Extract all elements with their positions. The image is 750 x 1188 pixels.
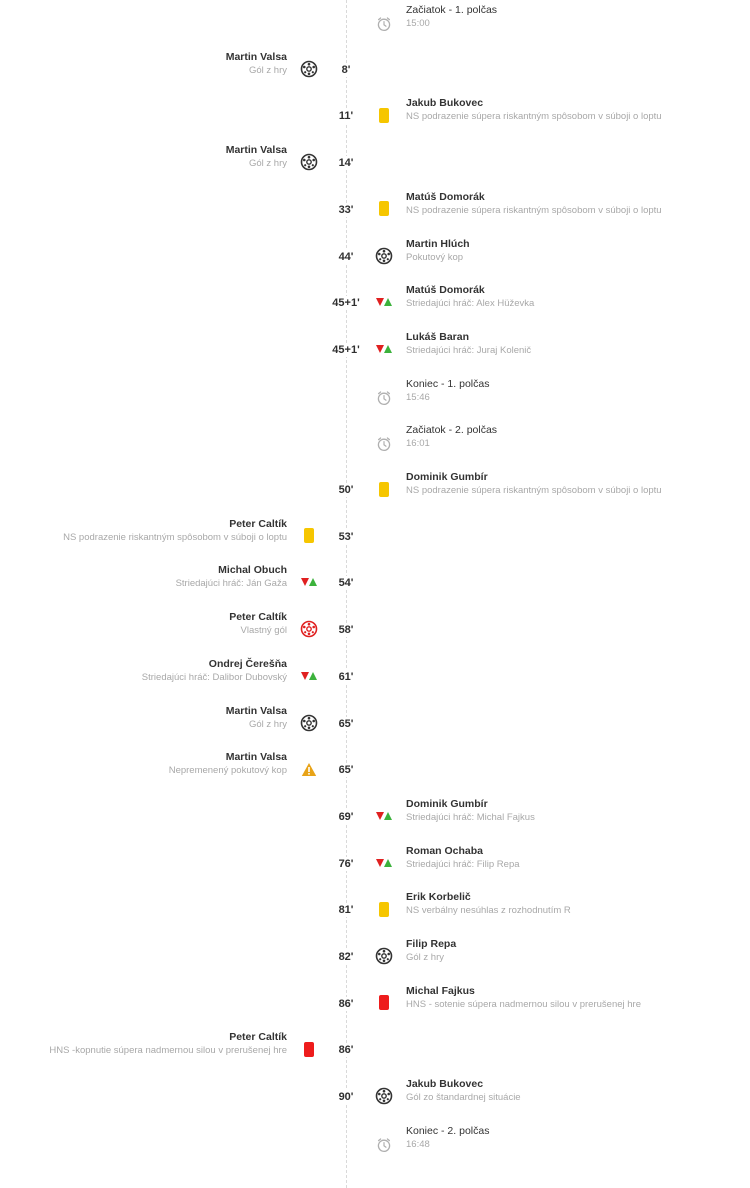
event-detail: NS verbálny nesúhlas z rozhodnutím R: [406, 905, 571, 917]
event-detail: Striedajúci hráč: Michal Fajkus: [406, 811, 535, 823]
event-text: [406, 938, 456, 964]
event-detail: Striedajúci hráč: Filip Repa: [406, 858, 520, 870]
period-text: [406, 378, 489, 404]
match-event: [0, 934, 750, 980]
event-text: [406, 1078, 521, 1104]
event-detail: Gól z hry: [406, 952, 445, 963]
match-event: [0, 140, 750, 186]
event-text: [406, 798, 535, 824]
event-detail: Striedajúci hráč: Alex Hüževka: [406, 298, 535, 310]
event-minute: 44': [326, 250, 366, 264]
clock-icon: [374, 434, 394, 454]
player-name: Roman Ochaba: [406, 844, 484, 857]
event-minute: 53': [326, 530, 366, 544]
event-text: [169, 751, 287, 777]
substitution-icon: [374, 853, 394, 873]
substitution-icon: [374, 806, 394, 826]
event-detail: NS podrazenie riskantným spôsobom v súboji o loptu: [63, 531, 287, 543]
period-time: 16:01: [406, 438, 430, 450]
period-title: Koniec - 1. polčas: [406, 377, 490, 390]
event-minute: 33': [326, 203, 366, 217]
event-detail: NS podrazenie súpera riskantným spôsobom v súboji o loptu: [406, 485, 662, 496]
event-detail: Vlastný gól: [240, 625, 287, 637]
soccer-ball-icon: [374, 946, 394, 966]
period-time: 15:00: [406, 18, 430, 29]
period-event: [0, 420, 750, 466]
match-event: [0, 981, 750, 1027]
event-text: [226, 705, 287, 731]
player-name: Michal Fajkus: [406, 984, 475, 997]
match-event: [0, 607, 750, 653]
event-detail: Nepremenený pokutový kop: [168, 765, 287, 777]
event-minute: 65': [326, 763, 366, 777]
match-event: [0, 887, 750, 933]
event-text: [406, 97, 662, 123]
event-text: [406, 985, 641, 1011]
event-text: [176, 564, 287, 590]
player-name: Erik Korbelič: [406, 891, 471, 904]
event-minute: 65': [326, 717, 366, 731]
event-detail: NS podrazenie súpera riskantným spôsobom v súboji o loptu: [406, 204, 662, 216]
match-event: [0, 467, 750, 513]
event-detail: Striedajúci hráč: Juraj Kolenič: [406, 344, 532, 356]
event-minute: 76': [326, 857, 366, 871]
event-text: [142, 658, 287, 684]
match-event: [0, 794, 750, 840]
match-event: [0, 654, 750, 700]
player-name: Matúš Domorák: [406, 284, 485, 297]
event-text: [406, 845, 520, 871]
event-minute: 45+1': [326, 343, 366, 357]
period-event: [0, 1121, 750, 1167]
period-event: [0, 374, 750, 420]
event-detail: HNS -kopnutie súpera nadmernou silou v prerušenej hre: [49, 1045, 287, 1057]
match-event: [0, 93, 750, 139]
yellow-card-icon: [374, 899, 394, 919]
soccer-ball-icon: [374, 246, 394, 266]
clock-icon: [374, 388, 394, 408]
player-name: Martin Valsa: [225, 50, 287, 63]
warning-icon: [299, 759, 319, 779]
soccer-ball-icon: [299, 59, 319, 79]
player-name: Lukáš Baran: [406, 330, 470, 343]
event-detail: NS podrazenie súpera riskantným spôsobom v súboji o loptu: [406, 111, 662, 123]
event-text: [49, 1031, 287, 1057]
substitution-icon: [374, 292, 394, 312]
event-text: [406, 191, 662, 217]
period-title: Začiatok - 1. polčas: [406, 4, 498, 16]
event-detail: Striedajúci hráč: Dalibor Dubovský: [141, 671, 287, 683]
substitution-icon: [299, 666, 319, 686]
event-minute: 86': [326, 1043, 366, 1057]
match-event: [0, 747, 750, 793]
player-name: Matúš Domorák: [406, 190, 485, 203]
player-name: Martin Valsa: [225, 704, 287, 717]
yellow-card-icon: [374, 199, 394, 219]
match-event: [0, 560, 750, 606]
event-minute: 81': [326, 903, 366, 917]
player-name: Martin Valsa: [225, 751, 287, 764]
event-text: [406, 284, 534, 310]
event-text: [63, 518, 287, 544]
player-name: Jakub Bukovec: [406, 1078, 484, 1091]
event-text: [229, 611, 287, 637]
match-event: [0, 187, 750, 233]
player-name: Peter Caltík: [229, 1031, 287, 1044]
match-event: [0, 841, 750, 887]
soccer-ball-icon: [299, 713, 319, 733]
yellow-card-icon: [299, 526, 319, 546]
yellow-card-icon: [374, 105, 394, 125]
event-detail: Gól z hry: [248, 718, 287, 730]
match-event: [0, 1074, 750, 1120]
match-event: [0, 1027, 750, 1073]
period-title: Začiatok - 2. polčas: [406, 424, 498, 437]
clock-icon: [374, 14, 394, 34]
event-minute: 54': [326, 576, 366, 590]
period-time: 15:46: [406, 391, 430, 403]
match-event: [0, 234, 750, 280]
player-name: Michal Obuch: [218, 564, 287, 577]
event-text: [406, 331, 531, 357]
event-detail: Gól zo štandardnej situácie: [406, 1092, 521, 1104]
player-name: Martin Valsa: [225, 144, 287, 157]
event-minute: 8': [326, 63, 366, 77]
event-minute: 61': [326, 670, 366, 684]
player-name: Dominik Gumbír: [406, 471, 488, 483]
event-minute: 14': [326, 156, 366, 170]
period-event: [0, 0, 750, 46]
period-text: [406, 1125, 489, 1151]
match-event: [0, 327, 750, 373]
event-text: [406, 238, 470, 264]
substitution-icon: [374, 339, 394, 359]
event-minute: 11': [326, 109, 366, 123]
period-title: Koniec - 2. polčas: [406, 1124, 490, 1137]
event-detail: Striedajúci hráč: Ján Gaža: [175, 578, 287, 590]
player-name: Dominik Gumbír: [406, 797, 488, 810]
period-text: [406, 424, 497, 450]
event-text: [406, 471, 662, 497]
event-detail: HNS - sotenie súpera nadmernou silou v prerušenej hre: [406, 998, 641, 1010]
event-text: [406, 891, 571, 917]
event-detail: Pokutový kop: [406, 251, 464, 263]
event-minute: 82': [326, 950, 366, 964]
red-card-icon: [374, 993, 394, 1013]
match-event: [0, 514, 750, 560]
own-goal-ball-icon: [299, 619, 319, 639]
event-detail: Gól z hry: [248, 158, 287, 170]
period-time: 16:48: [406, 1138, 430, 1150]
red-card-icon: [299, 1039, 319, 1059]
yellow-card-icon: [374, 479, 394, 499]
event-minute: 90': [326, 1090, 366, 1104]
event-minute: 58': [326, 623, 366, 637]
soccer-ball-icon: [299, 152, 319, 172]
substitution-icon: [299, 572, 319, 592]
event-text: [226, 51, 287, 77]
match-event: [0, 280, 750, 326]
player-name: Ondrej Čerešňa: [208, 657, 287, 670]
player-name: Martin Hlúch: [406, 237, 470, 250]
soccer-ball-icon: [374, 1086, 394, 1106]
event-minute: 50': [326, 483, 366, 497]
match-event: [0, 701, 750, 747]
player-name: Filip Repa: [406, 938, 457, 950]
clock-icon: [374, 1135, 394, 1155]
event-text: [226, 144, 287, 170]
period-text: [406, 4, 497, 30]
event-minute: 45+1': [326, 296, 366, 310]
match-event: [0, 47, 750, 93]
player-name: Peter Caltík: [229, 517, 287, 530]
event-minute: 69': [326, 810, 366, 824]
player-name: Peter Caltík: [229, 611, 287, 624]
event-minute: 86': [326, 997, 366, 1011]
event-detail: Gól z hry: [248, 64, 287, 76]
player-name: Jakub Bukovec: [406, 97, 484, 110]
